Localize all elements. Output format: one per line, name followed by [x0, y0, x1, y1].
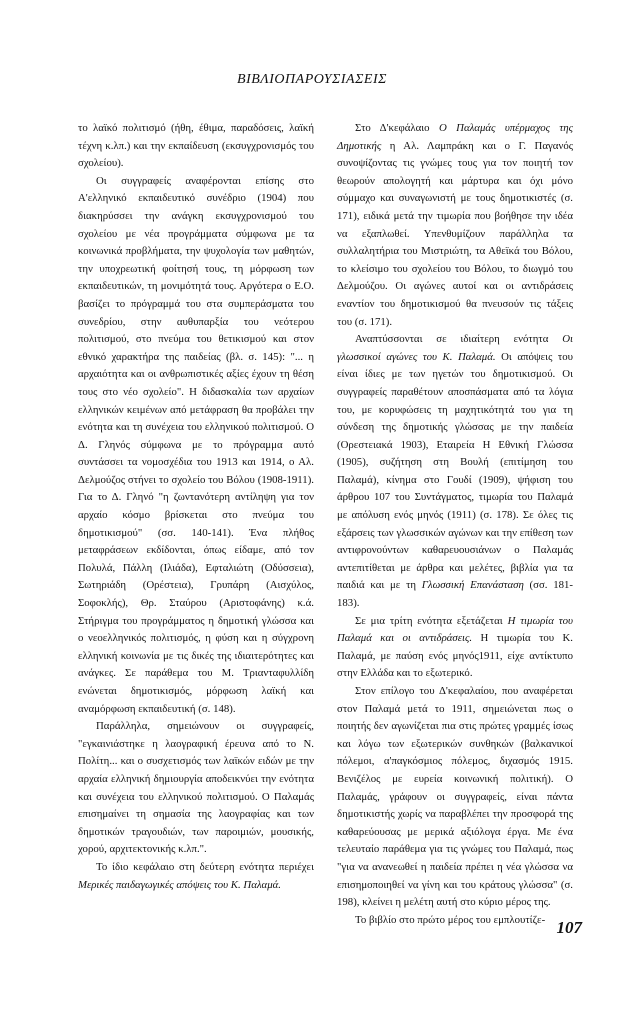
- paragraph: Παράλληλα, σημειώνουν οι συγγραφείς, "εγκαινιάστηκε η λαογραφική έρευνα από το Ν. Πολίτη... και ο συσχετισμός των λαϊκών ειδών με την αρχαία ελληνική δημιουργία αποδεικνύει την ενότητα και συνέχεια του ελληνικού πολιτισμού. Ο Παλαμάς επισημαίνει τη σημασία της λαογραφίας και των δημοτικών τραγουδιών, των παροιμιών, μουσικής, χορού, αρχιτεκτονικής κ.λπ.".: [78, 720, 314, 856]
- paragraph-text: Οι απόψεις του είναι ίδιες με των ηγετών του δημοτικισμού. Οι συγγραφείς παραθέτουν αποσπάσματα από τα λόγια του, με κορυφώσεις τη μαχητικότητά του για τη σύνδεση της δημοτικής γλώσσας με την παιδεία (Ορεστειακά 1903), Εταιρεία Η Εθνική Γλώσσα (1905), συζήτηση στη Βουλή (επιτίμηση του Παλαμά), κίνημα στο Γουδί (1909), ψήφιση του άρθρου 107 του Συντάγματος, τιμωρία του Παλαμά με απόλυση ενός μηνός (1911) (σ. 178). Σε όλες τις εξάρσεις των γλωσσικών αγώνων και την επίθεση των αντιφρονούντων καθαρευουσιάνων ο Παλαμάς αντεπιτίθεται με άρθρα και μελέτες, βιβλία για τα παιδιά και με τη: [337, 350, 573, 592]
- right-column: [337, 120, 573, 929]
- paragraph-text: Στο Δ'κεφάλαιο: [355, 122, 439, 134]
- paragraph: [337, 120, 573, 331]
- paragraph: Οι συγγραφείς αναφέρονται επίσης στο Α'ελληνικό εκπαιδευτικό συνέδριο (1904) που διακηρύσσει την ανάγκη εκσυγχρονισμού του σχολείου με νέα προγράμματα σύμφωνα με τα κοινωνικά προβλήματα, την ψυχολογία των μαθητών, την υποχρεωτική φοίτησή τους, τη μόρφωση των εκπαιδευτικών, τη μονιμότητά τους. Αργότερα ο Ε.Ο. βασίζει το πρόγραμμά του στα συμπεράσματα του συνεδρίου, στην αυθυπαρξία του νεότερου πολιτισμού, στο πνεύμα του θετικισμού και στον εθνικό χαρακτήρα της παιδείας (βλ. σ. 145): "... η αρχαιότητα και οι ανθρωπιστικές αξίες έχουν τη θέση τους στο νέο σχολείο". Η διδασκαλία των αρχαίων ελληνικών κειμένων από μετάφραση θα προβάλει την ενότητα και τη συνέχεια του ελληνικού πολιτισμού. Ο Δ. Γληνός σύμφωνα με το πρόγραμμα αυτό συντάσσει τα νομοσχέδια του 1913 και 1914, ο Αλ. Δελμούζος στήνει το σχολείο του Βόλου (1908-1911). Για το Δ. Γληνό "η ζωντανότερη αντίληψη για τον αρχαίο κόσμο βρίσκεται στο πνεύμα του δημοτικισμού" (σσ. 140-141). Ένα πλήθος μεταφράσεων εκδίδονται, όπως είδαμε, από τον Πολυλά, Πάλλη (Ιλιάδα), Εφταλιώτη (Οδύσσεια), Σωτηριάδη (Ορέστεια), Γρυπάρη (Αισχύλος, Σοφοκλής), Θρ. Σταύρου (Αριστοφάνης) κ.ά. Στήριγμα του προγράμματος η δημοτική γλώσσα και ο νεοελληνικός πολιτισμός, η φύση και η σύγχρονη ελληνική κοινωνία με τις δικές της ιδιαιτερότητες και ανάγκες. Σε παράθεμα του Μ. Τριανταφυλλίδη ενώνεται δημοτικισμός, μόρφωση λαϊκή και αναμόρφωση εκπαιδευτική (σ. 148).: [78, 174, 314, 715]
- page-number: 107: [556, 918, 582, 937]
- paragraph-text: Αναπτύσσονται σε ιδιαίτερη ενότητα: [355, 333, 563, 346]
- paragraph: [78, 859, 314, 894]
- paragraph-text: η Αλ. Λαμπράκη και ο Γ. Παγανός συνοψίζοντας τις γνώμες τους για τον ποιητή τον θεωρούν απολογητή και μάρτυρα και όχι μόνο σύμμαχο και συναγωνιστή με τους δημοτικιστές (σ. 171), ειδικά μετά την τιμωρία που βοήθησε την ιδέα να εξαπλωθεί. Υπενθυμίζουν παράλληλα τα συλλαλητήρια του Μιστριώτη, τα Αθεϊκά του Βόλου, το κλείσιμο του σχολείου του Βόλου, το διωγμό του Δελμούζου. Οι αγώνες αυτοί και οι αντιδράσεις εναντίον του δημοτικισμού θα πνευσούν τις τάξεις του (σ. 171).: [337, 139, 573, 328]
- paragraph-text: Σε μια τρίτη ενότητα εξετάζεται: [355, 614, 508, 627]
- paragraph-text: Το ίδιο κεφάλαιο στη δεύτερη ενότητα περιέχει: [96, 860, 314, 873]
- section-title: Ο Παλαμάς υπέρμαχος της Δημοτικής: [337, 122, 574, 152]
- paragraph: Το βιβλίο στο πρώτο μέρος του εμπλουτίζε-: [355, 913, 546, 926]
- paragraph: [337, 613, 573, 683]
- paragraph: το λαϊκό πολιτισμό (ήθη, έθιμα, παραδόσεις, λαϊκή τέχνη κ.λπ.) και την εκπαίδευση (εκσυγχρονισμός του σχολείου).: [78, 122, 314, 170]
- running-header: ΒΙΒΛΙΟΠΑΡΟΥΣΙΑΣΕΙΣ: [237, 72, 387, 87]
- left-column: [78, 120, 314, 894]
- paragraph-text: (σσ. 181-183).: [337, 579, 573, 610]
- section-title: Οι γλωσσικοί αγώνες του Κ. Παλαμά.: [337, 333, 573, 363]
- section-title: Η τιμωρία του Παλαμά και οι αντιδράσεις.: [337, 614, 574, 645]
- paragraph-text: Η τιμωρία του Κ. Παλαμά, με παύση ενός μηνός1911, είχε αντίκτυπο στην Ελλάδα και το εξωτερικό.: [337, 632, 574, 680]
- book-title: Γλωσσική Επανάσταση: [421, 579, 524, 592]
- paragraph: [337, 331, 573, 613]
- paragraph: Στον επίλογο του Δ'κεφαλαίου, που αναφέρεται στον Παλαμά μετά το 1911, σημειώνεται πως ο ποιητής δεν αγωνίζεται πια στις πρώτες γραμμές ίσως και λόγω των εξωτερικών συνθηκών (βαλκανικοί πόλεμοι, α'παγκόσμιος πόλεμος, διχασμός 1915. Βενιζέλος με ευρεία κοινωνική πολιτική). Ο Παλαμάς, γράφουν οι συγγραφείς, είναι πάντα δημοτικιστής χωρίς να παραβλέπει την προσφορά της καθαρεύουσας με μερικά αξιόλογα έργα. Με ένα τελευταίο παράθεμα για τις γνώμες του Παλαμά, πως "για να ανανεωθεί η παιδεία πρέπει η νέα γλώσσα να επισημοποιηθεί να γίνη και του κράτους γλώσσα" (σ. 198), κλείνει η μελέτη αυτή στο κύριο μέρος της.: [337, 685, 573, 909]
- section-title: Μερικές παιδαγωγικές απόψεις του Κ. Παλαμά.: [78, 878, 281, 891]
